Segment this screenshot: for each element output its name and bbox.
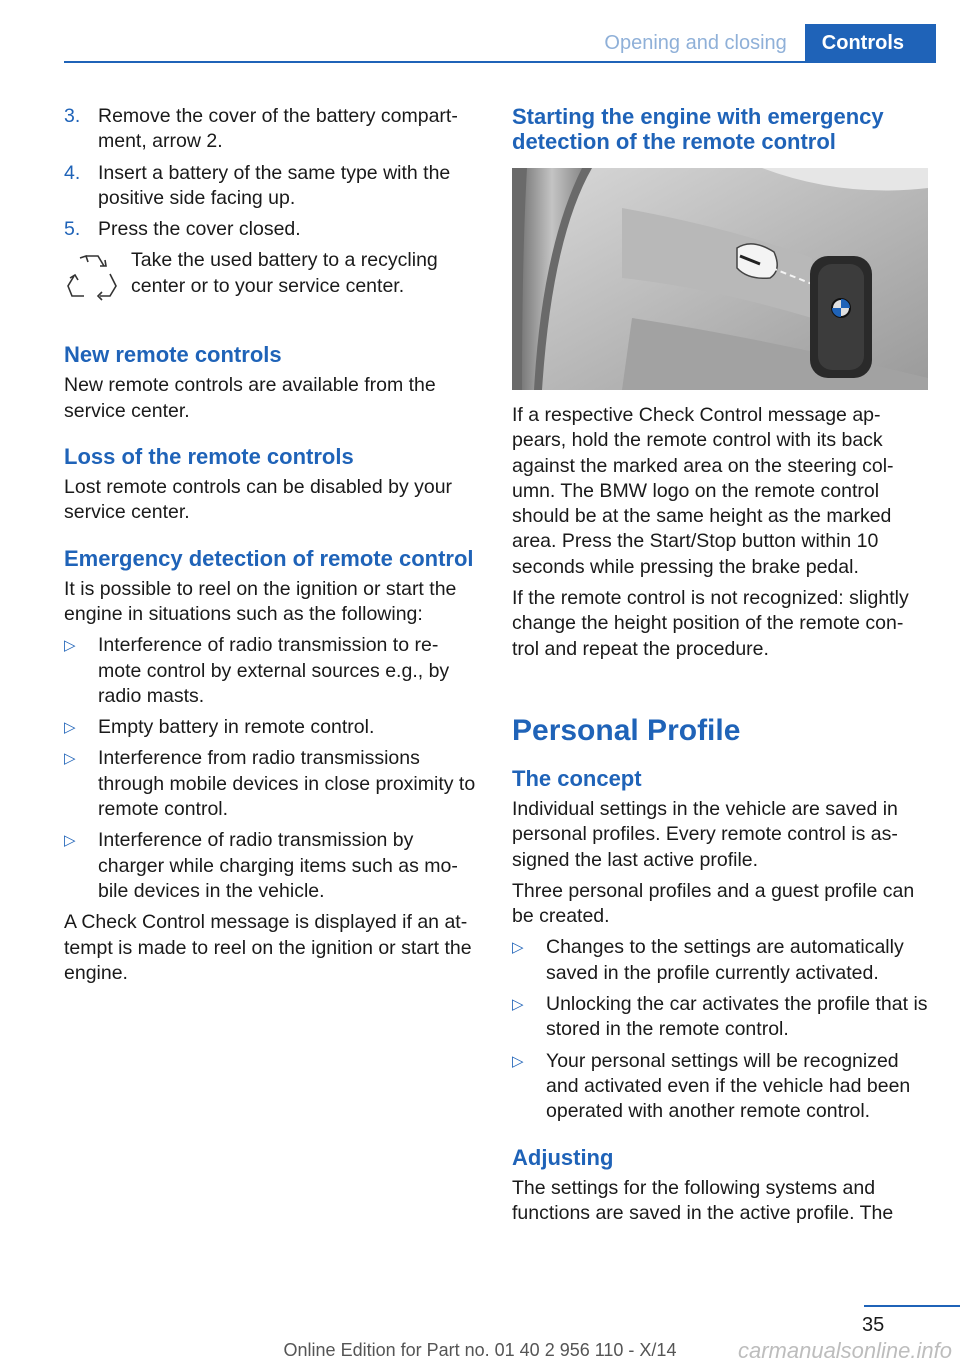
triangle-bullet-icon: ▷ <box>512 996 524 1014</box>
header-tabs <box>586 24 936 62</box>
right-column <box>512 104 928 1226</box>
emergency-section <box>64 546 476 571</box>
list-item <box>512 935 928 986</box>
step-text: Remove the cover of the battery compart‐ment, arrow 2. <box>98 105 458 153</box>
triangle-bullet-icon: ▷ <box>512 1052 524 1070</box>
step-item <box>64 104 476 155</box>
list-item <box>64 633 476 709</box>
header-rule <box>64 61 936 63</box>
adjusting-section <box>512 1145 928 1170</box>
step-number: 5. <box>64 218 81 241</box>
step-number: 4. <box>64 161 81 184</box>
bullet-text: Interference from radio transmissions through mobile devices in close proximity to remote control. <box>98 747 476 821</box>
bullet-text: Your personal settings will be recognized and activated even if the vehicle had been operated with another remote control. <box>546 1049 911 1123</box>
page-number: 35 <box>862 1314 885 1336</box>
loss-text: Lost remote controls can be disabled by your service center. <box>64 476 453 524</box>
footer-rule <box>864 1305 960 1307</box>
new-remote-section <box>64 342 476 367</box>
bullet-text: Unlocking the car activates the profile that is stored in the remote control. <box>546 993 928 1041</box>
bullet-text: Empty battery in remote control. <box>98 716 375 739</box>
new-remote-text: New remote controls are available from the service center. <box>64 374 436 422</box>
steering-column-illustration <box>512 168 928 390</box>
concept-section <box>512 766 928 791</box>
loss-heading: Loss of the remote controls <box>64 444 354 470</box>
triangle-bullet-icon: ▷ <box>64 637 76 655</box>
loss-section <box>64 444 476 469</box>
emergency-heading: Emergency detection of remote control <box>64 545 474 571</box>
emergency-intro: It is possible to reel on the ignition or start the engine in situations such as the following: <box>64 577 457 625</box>
edition-note: Online Edition for Part no. 01 40 2 956 110 - X/14 <box>283 1340 677 1360</box>
emergency-bullets <box>64 633 476 904</box>
list-item <box>64 746 476 822</box>
new-remote-heading: New remote controls <box>64 342 282 368</box>
profile-bullets <box>512 935 928 1124</box>
battery-steps <box>64 104 476 242</box>
triangle-bullet-icon: ▷ <box>64 832 76 850</box>
starting-heading: Starting the engine with emergency detection of the remote control <box>512 104 884 154</box>
step-item <box>64 217 476 242</box>
concept-para-1: Individual settings in the vehicle are saved in personal profiles. Every remote control is as‐signed the last active profile. <box>512 797 898 871</box>
tab-controls[interactable]: Controls <box>805 24 936 62</box>
personal-profile-title: Personal Profile <box>512 713 741 747</box>
list-item <box>512 992 928 1043</box>
recycle-text: Take the used battery to a recycling center or to your service center. <box>131 249 438 297</box>
left-column <box>64 104 476 986</box>
concept-para-2: Three personal profiles and a guest profile can be created. <box>512 879 915 928</box>
triangle-bullet-icon: ▷ <box>64 750 76 768</box>
bullet-text: Interference of radio transmission by charger while charging items such as mo‐bile devices in the vehicle. <box>98 829 458 902</box>
list-item <box>64 715 476 740</box>
recycle-note <box>64 248 476 308</box>
starting-para-1: If a respective Check Control message ap‐pears, hold the remote control with its back against the marked area on the steering col‐umn. The BMW logo on the remote control should be at the same height as the marked area. Press the Start/Stop button within 10 seconds while pressing the brake pedal. <box>512 404 894 578</box>
starting-para-2: If the remote control is not recognized: slightly change the height position of the remote con‐trol and repeat the procedure. <box>512 587 909 660</box>
personal-profile-section <box>512 714 928 748</box>
step-number: 3. <box>64 105 81 127</box>
bullet-text: Interference of radio transmission to re‐mote control by external sources e.g., by radio masts. <box>98 634 450 707</box>
triangle-bullet-icon: ▷ <box>64 719 76 737</box>
recycle-icon <box>66 250 118 304</box>
concept-heading: The concept <box>512 765 642 791</box>
steering-column-photo <box>512 168 928 390</box>
step-text: Insert a battery of the same type with the positive side facing up. <box>98 161 451 209</box>
tab-opening-and-closing[interactable]: Opening and closing <box>586 24 804 62</box>
watermark: carmanualsonline.info <box>737 1338 952 1363</box>
triangle-bullet-icon: ▷ <box>512 939 524 957</box>
adjusting-text: The settings for the following systems and functions are saved in the active profile. The <box>512 1176 894 1224</box>
emergency-outro: A Check Control message is displayed if an at‐tempt is made to reel on the ignition or start the engine. <box>64 911 472 984</box>
step-item <box>64 161 476 212</box>
bullet-text: Changes to the settings are automatically saved in the profile currently activated. <box>546 936 904 984</box>
step-text: Press the cover closed. <box>98 218 301 241</box>
list-item <box>512 1049 928 1125</box>
list-item <box>64 828 476 904</box>
adjusting-heading: Adjusting <box>512 1144 614 1170</box>
